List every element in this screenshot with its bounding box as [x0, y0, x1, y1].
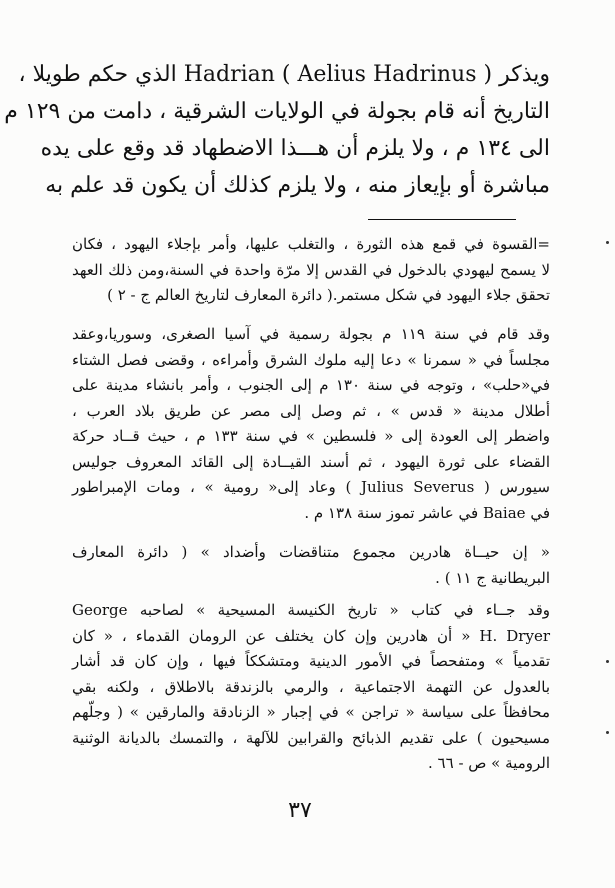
footnote-line: مجلساً في « سمرنا » دعا إليه ملوك الشرق وأمراءه ، وقضى فصل الشتاء	[72, 350, 550, 369]
footnote-line: محافظاً على سياسة « تراجن » في إجبار « الزنادقة والمارقين » ( وجلّهم	[72, 703, 550, 721]
footnote-line: واضطر إلى العودة إلى « فلسطين » في سنة ١٣٣ م ، حيث قــاد حركة	[72, 427, 550, 445]
footnote-line: H. Dryer « أن هادرين وإن كان يختلف عن الرومان القدماء ، « كان	[72, 626, 550, 645]
footnote-divider	[368, 219, 516, 220]
main-text-block	[4, 56, 550, 204]
footnote-britannica-quote	[72, 540, 550, 591]
footnote-line: مسيحيون ) على تقديم الذبائح والقرابين للآلهة ، والتمسك بالديانة الوثنية	[72, 728, 550, 747]
main-line: مباشرة أو بإيعاز منه ، ولا يلزم كذلك أن يكون قد علم به	[45, 173, 550, 198]
footnote-line: وقد جــاء في كتاب « تاريخ الكنيسة المسيحية » لصاحبه George	[72, 601, 550, 619]
footnote-line: « إن حيــاة هادرين مجموع متناقضات وأضداد » ( دائرة المعارف	[72, 543, 550, 561]
footnote-line: أطلال مدينة « قدس » ، ثم وصل إلى مصر عن طريق بلاد العرب ،	[72, 401, 550, 420]
footnote-line: الرومية » ص - ٦٦ .	[428, 754, 550, 772]
footnote-line: سيورس ( Julius Severus ) وعاد إلى« رومية » ، ومات الإمبراطور	[72, 478, 550, 496]
footnote-line: بالعدول عن التهمة الاجتماعية ، والرمي بالزندقة بالاطلاق ، ولكنه بقي	[72, 677, 550, 696]
footnote-line: في«حلب» ، وتوجه في سنة ١٣٠ م إلى الجنوب ، وأمر بانشاء مدينة على	[72, 376, 551, 394]
footnote-line: القضاء على ثورة اليهود ، ثم أسند القيــادة إلى القائد المعروف جوليس	[72, 452, 550, 471]
main-line: ويذكر Hadrian ( Aelius Hadrinus ) الذي حكم طويلا ،	[18, 62, 550, 87]
footnote-line: البريطانية ج ١١ ) .	[435, 568, 550, 587]
footnote-line: تقدمياً » ومتفحصاً في الأمور الدينية ومتشككاً فيها ، وإن كان قد أشار	[72, 652, 550, 670]
scan-speck	[606, 241, 609, 244]
footnote-line: وقد قام في سنة ١١٩ م بجولة رسمية في آسيا الصغرى، وسوريا،وعقد	[72, 325, 550, 343]
main-line: التاريخ أنه قام بجولة في الولايات الشرقية ، دامت من ١٢٩ م	[4, 99, 550, 124]
footnote-church-history	[72, 598, 550, 777]
footnote-line: =القسوة في قمع هذه الثورة ، والتغلب عليها، وأمر بإجلاء اليهود ، فكان	[72, 235, 550, 253]
page-number: ٣٧	[288, 798, 312, 823]
footnote-line: لا يسمح ليهودي بالدخول في القدس إلا مرّة واحدة في السنة،ومن ذلك العهد	[72, 260, 550, 279]
footnote-line: في Baiae في عاشر تموز سنة ١٣٨ م .	[304, 503, 550, 522]
scan-speck	[606, 731, 609, 734]
footnote-line: تحقق جلاء اليهود في شكل مستمر.( دائرة المعارف لتاريخ العالم ج - ٢ )	[107, 286, 550, 304]
scan-speck	[606, 660, 609, 663]
footnote-continuation	[72, 232, 550, 309]
main-line: الى ١٣٤ م ، ولا يلزم أن هـــذا الاضطهاد قد وقع على يده	[40, 136, 550, 161]
footnote-hadrian-journey	[72, 322, 550, 526]
